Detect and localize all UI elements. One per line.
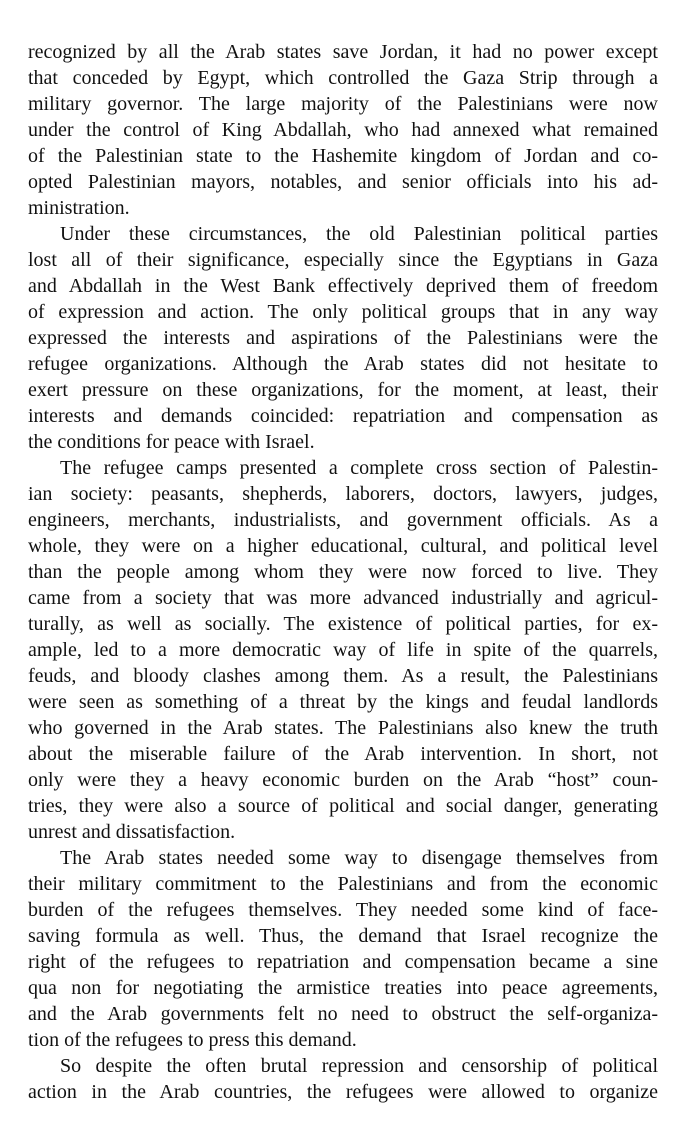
text-line: under the control of King Abdallah, who had annexed what remained [28, 119, 658, 141]
text-line: The Arab states needed some way to disengage themselves from [60, 847, 658, 869]
text-line: refugee organizations. Although the Arab states did not hesitate to [28, 353, 658, 375]
text-line: whole, they were on a higher educational, cultural, and political level [28, 535, 658, 557]
text-line: were seen as something of a threat by the kings and feudal landlords [28, 691, 658, 713]
text-line: interests and demands coincided: repatriation and compensation as [28, 405, 658, 427]
text-line: exert pressure on these organizations, for the moment, at least, their [28, 379, 658, 401]
text-line: of expression and action. The only political groups that in any way [28, 301, 658, 323]
paragraph-4 [28, 845, 658, 1053]
text-line: their military commitment to the Palestinians and from the economic [28, 873, 658, 895]
text-line: saving formula as well. Thus, the demand that Israel recognize the [28, 925, 658, 947]
text-line: ministration. [28, 197, 130, 219]
text-line: about the miserable failure of the Arab intervention. In short, not [28, 743, 658, 765]
paragraph-3 [28, 455, 658, 845]
text-line: of the Palestinian state to the Hashemite kingdom of Jordan and co- [28, 145, 658, 167]
paragraph-2 [28, 221, 658, 455]
text-line: qua non for negotiating the armistice treaties into peace agreements, [28, 977, 658, 999]
text-line: turally, as well as socially. The existence of political parties, for ex- [28, 613, 658, 635]
text-line: the conditions for peace with Israel. [28, 431, 315, 453]
text-line: expressed the interests and aspirations of the Palestinians were the [28, 327, 658, 349]
text-line: that conceded by Egypt, which controlled the Gaza Strip through a [28, 67, 658, 89]
text-line: ample, led to a more democratic way of life in spite of the quarrels, [28, 639, 658, 661]
text-line: recognized by all the Arab states save Jordan, it had no power except [28, 41, 658, 63]
text-line: opted Palestinian mayors, notables, and senior officials into his ad- [28, 171, 658, 193]
paragraph-1 [28, 39, 658, 221]
text-line: unrest and dissatisfaction. [28, 821, 236, 843]
text-line: The refugee camps presented a complete cross section of Palestin- [60, 457, 658, 479]
text-line: ian society: peasants, shepherds, laborers, doctors, lawyers, judges, [28, 483, 658, 505]
text-line: who governed in the Arab states. The Palestinians also knew the truth [28, 717, 658, 739]
text-line: engineers, merchants, industrialists, and government officials. As a [28, 509, 658, 531]
text-line: only were they a heavy economic burden on the Arab “host” coun- [28, 769, 658, 791]
text-line: came from a society that was more advanced industrially and agricul- [28, 587, 658, 609]
paragraph-5 [28, 1053, 658, 1105]
text-line: than the people among whom they were now forced to live. They [28, 561, 658, 583]
text-line: lost all of their significance, especially since the Egyptians in Gaza [28, 249, 658, 271]
text-line: burden of the refugees themselves. They needed some kind of face- [28, 899, 658, 921]
text-line: and the Arab governments felt no need to obstruct the self-organiza- [28, 1003, 658, 1025]
text-line: So despite the often brutal repression and censorship of political [60, 1055, 658, 1077]
text-line: and Abdallah in the West Bank effectively deprived them of freedom [28, 275, 658, 297]
text-line: tion of the refugees to press this demand. [28, 1029, 357, 1051]
text-line: feuds, and bloody clashes among them. As a result, the Palestinians [28, 665, 658, 687]
text-line: right of the refugees to repatriation and compensation became a sine [28, 951, 658, 973]
text-line: action in the Arab countries, the refugees were allowed to organize [28, 1081, 658, 1103]
text-line: tries, they were also a source of political and social danger, generating [28, 795, 658, 817]
text-line: military governor. The large majority of the Palestinians were now [28, 93, 658, 115]
text-line: Under these circumstances, the old Palestinian political parties [60, 223, 658, 245]
document-page [28, 39, 658, 1105]
